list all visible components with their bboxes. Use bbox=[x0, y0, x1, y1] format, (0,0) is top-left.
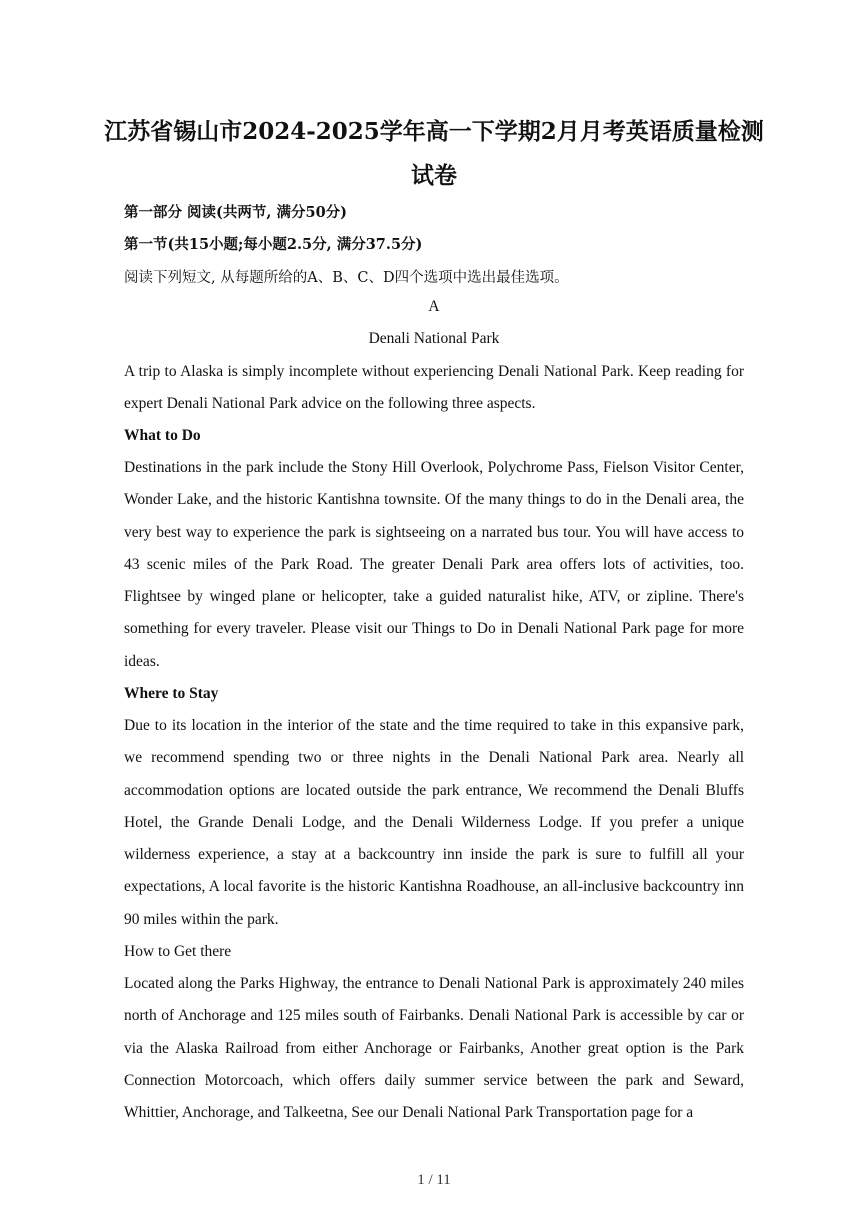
passage-letter: A bbox=[428, 298, 440, 315]
document-title-line1: 江苏省锡山市2024-2025学年高一下学期2月月考英语质量检测 bbox=[104, 118, 764, 145]
part-heading: 第一部分 阅读(共两节, 满分50分) bbox=[124, 204, 348, 221]
section-heading-what-to-do: What to Do bbox=[124, 427, 201, 444]
page-indicator: 1 / 11 bbox=[417, 1172, 451, 1188]
document-title-line2: 试卷 bbox=[411, 162, 457, 189]
section-heading-where-to-stay: Where to Stay bbox=[124, 685, 219, 702]
section-body-where-to-stay: Due to its location in the interior of the state and the time required to take in this expansive park, we recommend spending two or three nights in the Denali National Park area. Nearly all accommodation options are located outside the park entrance, We recommend the Denali Bluffs Hotel, the Grande Denali Lodge, and the Denali Wilderness Lodge. If you prefer a unique wilderness experience, a stay at a backcountry inn inside the park is sure to fulfill all your expectations, A local favorite is the historic Kantishna Roadhouse, an all-inclusive backcountry inn 90 miles within the park. bbox=[124, 717, 744, 928]
section-heading: 第一节(共15小题;每小题2.5分, 满分37.5分) bbox=[124, 236, 423, 253]
instruction-text: 阅读下列短文, 从每题所给的A、B、C、D四个选项中选出最佳选项。 bbox=[124, 270, 569, 286]
passage-title: Denali National Park bbox=[368, 330, 500, 347]
section-heading-how-to-get-there: How to Get there bbox=[124, 943, 232, 960]
section-body-how-to-get-there: Located along the Parks Highway, the entrance to Denali National Park is approximately 240 miles north of Anchorage and 125 miles south of Fairbanks. Denali National Park is accessible by car or via the Alaska Railroad from either Anchorage or Fairbanks, Another great option is the Park Connection Motorcoach, which offers daily summer service between the park and Seward, Whittier, Anchorage, and Talkeetna, See our Denali National Park Transportation page for a bbox=[124, 975, 744, 1122]
section-body-what-to-do: Destinations in the park include the Stony Hill Overlook, Polychrome Pass, Fielson Visitor Center, Wonder Lake, and the historic Kantishna townsite. Of the many things to do in the Denali area, the very best way to experience the park is sightseeing on a narrated bus tour. You will have access to 43 scenic miles of the Park Road. The greater Denali Park area offers lots of activities, too. Flightsee by winged plane or helicopter, take a guided naturalist hike, ATV, or zipline. There's something for every traveler. Please visit our Things to Do in Denali National Park page for more ideas. bbox=[124, 459, 744, 670]
intro-paragraph: A trip to Alaska is simply incomplete without experiencing Denali National Park. Keep reading for expert Denali National Park advice on the following three aspects. bbox=[124, 363, 744, 413]
